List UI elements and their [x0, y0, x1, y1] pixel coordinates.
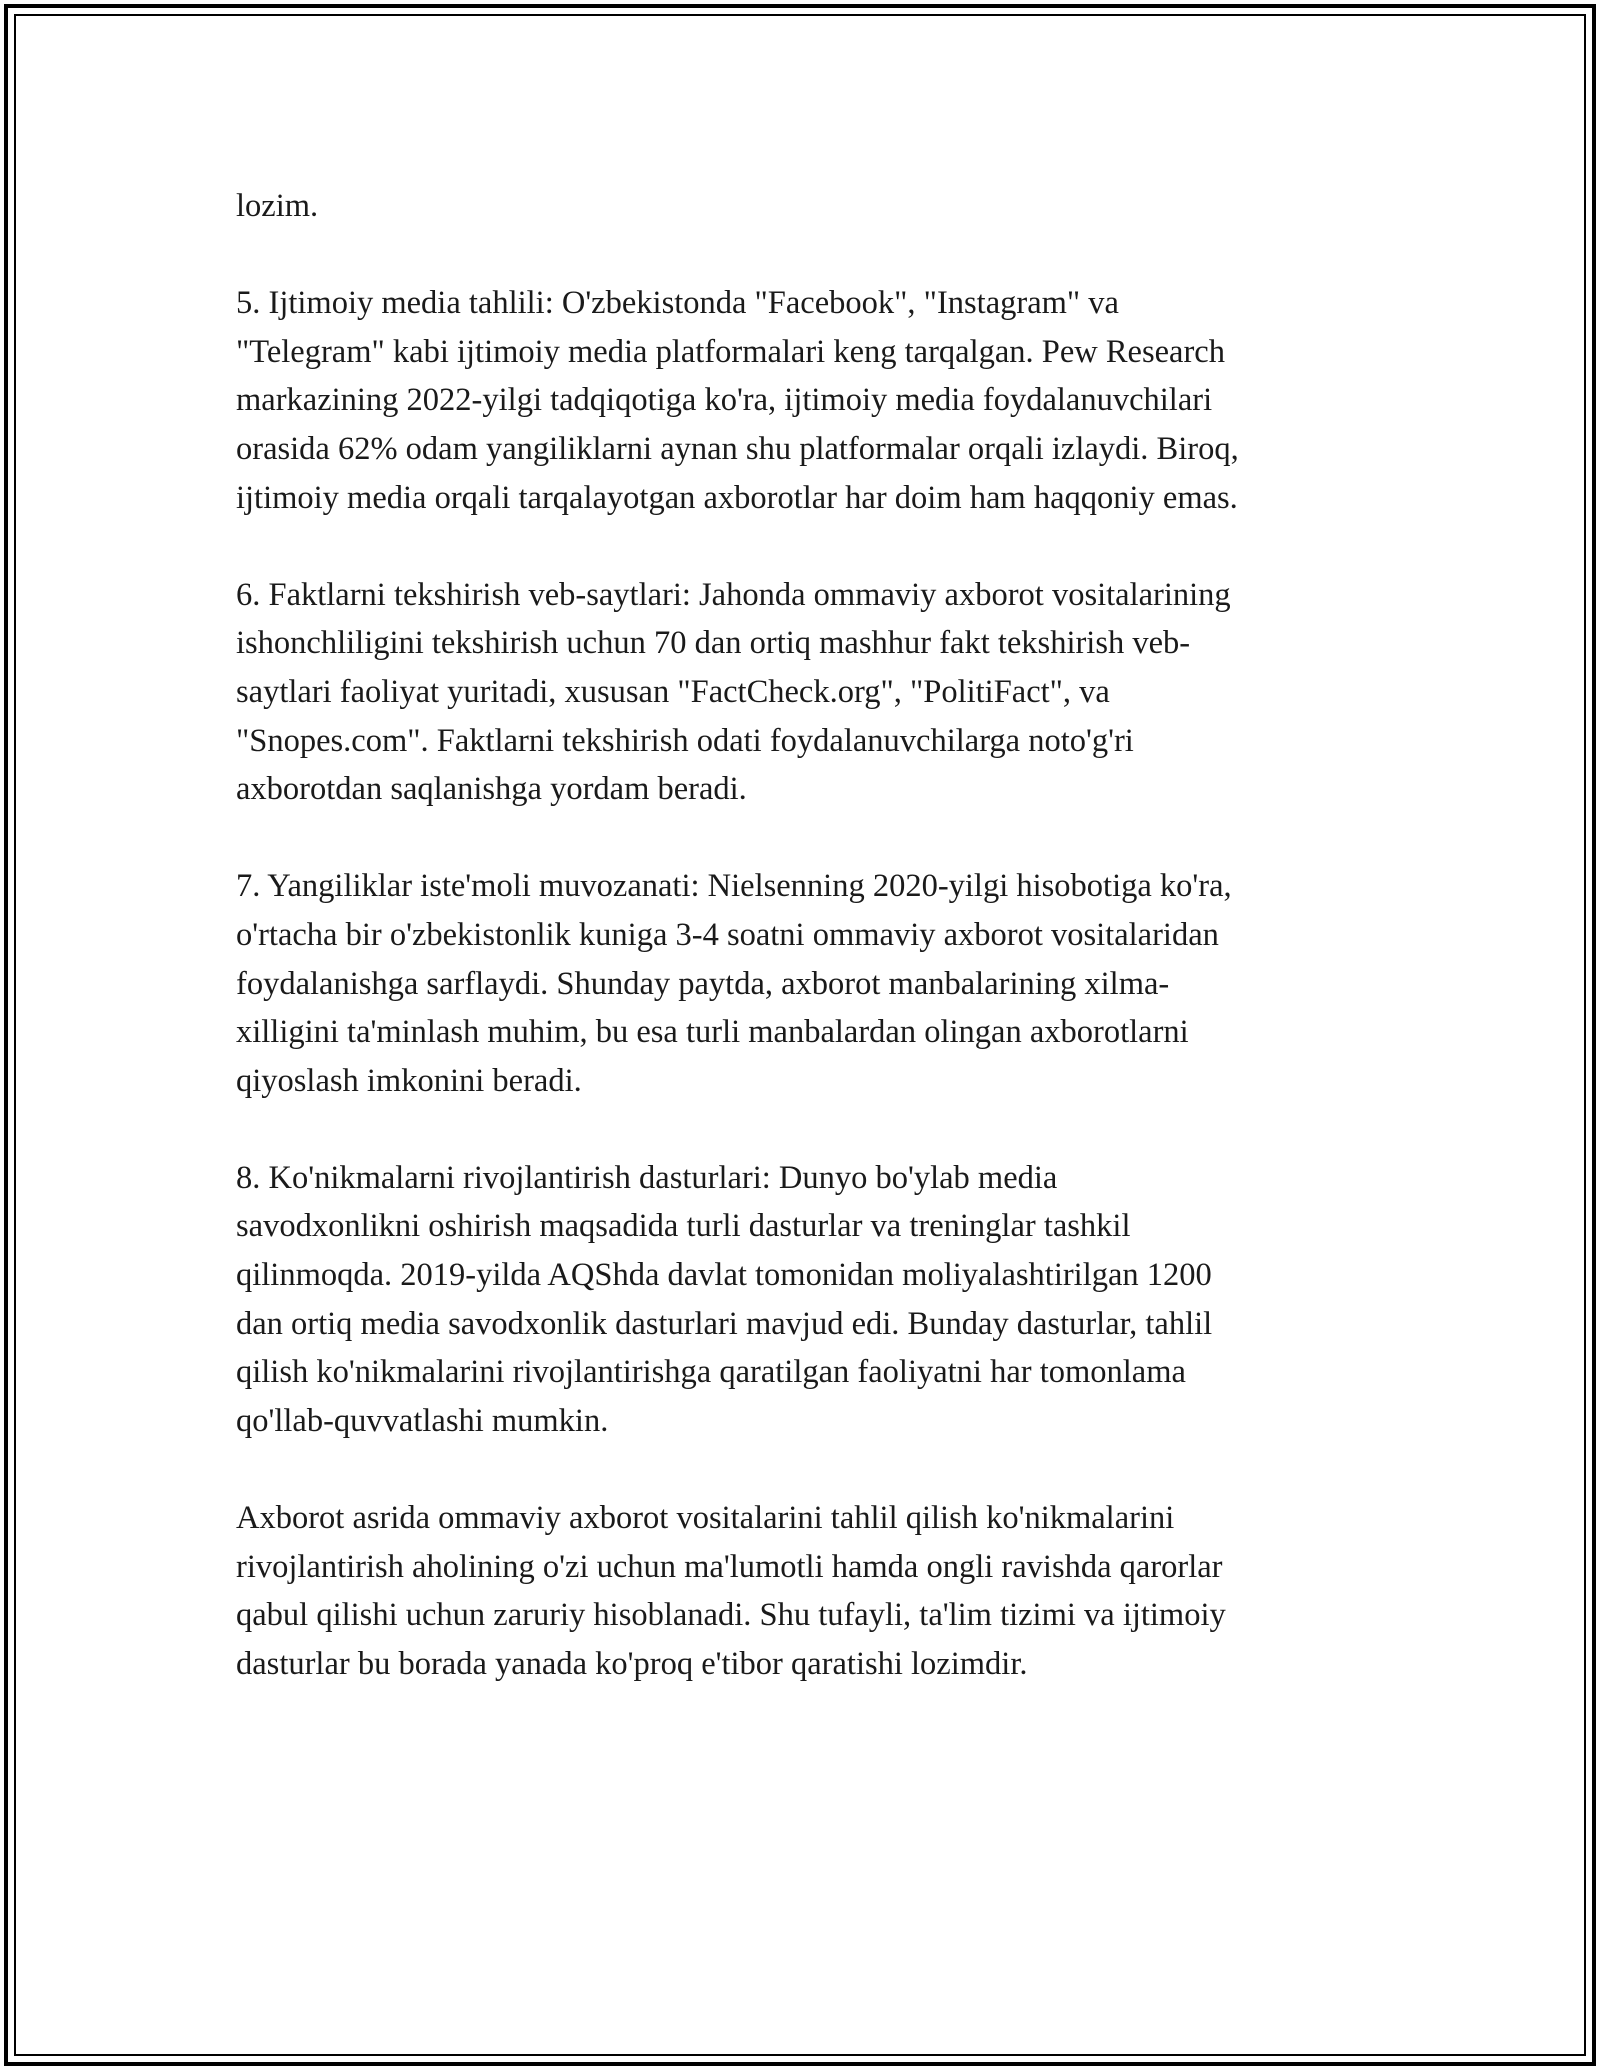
text-line: 6. Faktlarni tekshirish veb-saytlari: Jahonda ommaviy axborot vositalarining — [236, 576, 1231, 613]
paragraph-continuation — [236, 182, 1376, 231]
paragraph-news-consumption-balance — [236, 862, 1376, 1105]
text-line: dan ortiq media savodxonlik dasturlari mavjud edi. Bunday dasturlar, tahlil — [236, 1305, 1213, 1342]
paragraph-conclusion — [236, 1494, 1376, 1688]
paragraph-skills-development-programs — [236, 1154, 1376, 1446]
text-line: rivojlantirish aholining o'zi uchun ma'lumotli hamda ongli ravishda qarorlar — [236, 1548, 1223, 1585]
text-line: "Snopes.com". Faktlarni tekshirish odati foydalanuvchilarga noto'g'ri — [236, 722, 1134, 759]
text-line: lozim. — [236, 188, 319, 224]
text-line: markazining 2022-yilgi tadqiqotiga ko'ra, ijtimoiy media foydalanuvchilari — [236, 382, 1213, 419]
text-line: qilish ko'nikmalarini rivojlantirishga qaratilgan faoliyatni har tomonlama — [236, 1354, 1186, 1391]
text-line: qo'llab-quvvatlashi mumkin. — [236, 1402, 609, 1439]
text-line: 7. Yangiliklar iste'moli muvozanati: Nielsenning 2020-yilgi hisobotiga ko'ra, — [236, 868, 1232, 905]
text-line: savodxonlikni oshirish maqsadida turli dasturlar va treninglar tashkil — [236, 1208, 1131, 1245]
text-line: dasturlar bu borada yanada ko'proq e'tibor qaratishi lozimdir. — [236, 1645, 1028, 1682]
text-line: 5. Ijtimoiy media tahlili: O'zbekistonda "Facebook", "Instagram" va — [236, 285, 1119, 322]
text-line: orasida 62% odam yangiliklarni aynan shu platformalar orqali izlaydi. Biroq, — [236, 430, 1239, 467]
text-line: ijtimoiy media orqali tarqalayotgan axborotlar har doim ham haqqoniy emas. — [236, 479, 1238, 516]
text-line: xilligini ta'minlash muhim, bu esa turli manbalardan olingan axborotlarni — [236, 1014, 1189, 1051]
text-line: foydalanishga sarflaydi. Shunday paytda, axborot manbalarining xilma- — [236, 965, 1170, 1002]
text-line: saytlari faoliyat yuritadi, xususan "FactCheck.org", "PolitiFact", va — [236, 673, 1110, 710]
document-body — [236, 182, 1376, 1737]
text-line: ishonchliligini tekshirish uchun 70 dan ortiq mashhur fakt tekshirish veb- — [236, 625, 1191, 662]
text-line: qabul qilishi uchun zaruriy hisoblanadi. Shu tufayli, ta'lim tizimi va ijtimoiy — [236, 1597, 1226, 1634]
paragraph-social-media-analysis — [236, 279, 1376, 522]
text-line: 8. Ko'nikmalarni rivojlantirish dasturlari: Dunyo bo'ylab media — [236, 1159, 1058, 1196]
text-line: "Telegram" kabi ijtimoiy media platformalari keng tarqalgan. Pew Research — [236, 333, 1225, 370]
text-line: qilinmoqda. 2019-yilda AQShda davlat tomonidan moliyalashtirilgan 1200 — [236, 1257, 1212, 1294]
paragraph-fact-checking-websites — [236, 571, 1376, 814]
text-line: axborotdan saqlanishga yordam beradi. — [236, 771, 747, 808]
text-line: o'rtacha bir o'zbekistonlik kuniga 3-4 soatni ommaviy axborot vositalaridan — [236, 916, 1219, 953]
text-line: Axborot asrida ommaviy axborot vositalarini tahlil qilish ko'nikmalarini — [236, 1500, 1175, 1537]
text-line: qiyoslash imkonini beradi. — [236, 1062, 582, 1099]
